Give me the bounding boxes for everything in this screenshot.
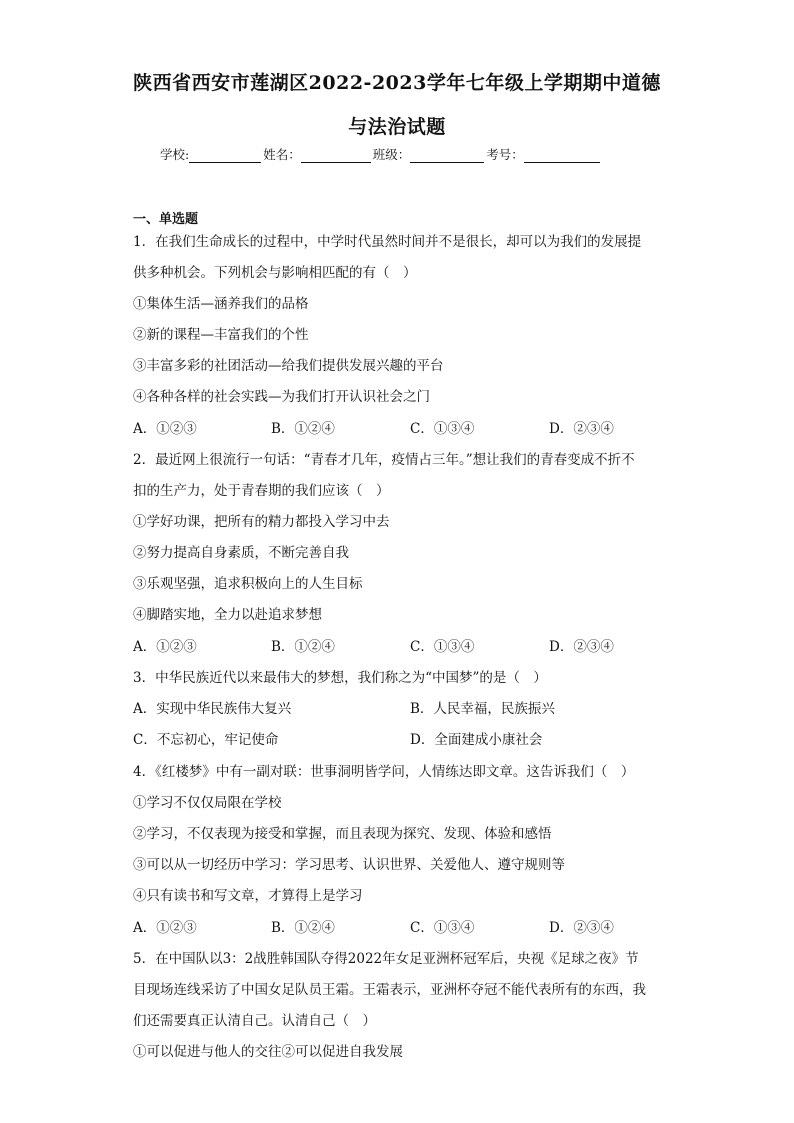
q1-statement-4: ④各种各样的社会实践—为我们打开认识社会之门 [133,389,430,405]
q4-option-a[interactable]: A．①②③ [133,920,197,936]
q2-stem-line1: 2．最近网上很流行一句话：“青春才几年，疫情占三年。”想让我们的青春变成不折不 [133,452,635,468]
school-blank[interactable] [189,149,261,163]
q3-option-d[interactable]: D．全面建成小康社会 [410,732,543,748]
q2-statement-3: ③乐观坚强，追求积极向上的人生目标 [133,576,363,592]
q5-stem-line1: 5．在中国队以3：2战胜韩国队夺得2022年女足亚洲杯冠军后，央视《足球之夜》节 [133,951,639,967]
school-label: 学校: [160,147,190,162]
q2-option-a[interactable]: A．①②③ [133,639,197,655]
q1-statement-3: ③丰富多彩的社团活动—给我们提供发展兴趣的平台 [133,358,444,374]
q3-stem: 3．中华民族近代以来最伟大的梦想，我们称之为“中国梦”的是（ ） [133,670,547,686]
q2-option-d[interactable]: D．②③④ [549,639,614,655]
section-heading: 一、单选题 [133,212,199,227]
q4-statement-4: ④只有读书和写文章，才算得上是学习 [133,888,363,904]
class-blank[interactable] [410,149,484,163]
q5-stem-line3: 们还需要真正认清自己。认清自己（ ） [133,1013,376,1029]
exam-title-line2: 与法治试题 [348,116,446,138]
q2-option-b[interactable]: B．①②④ [271,639,335,655]
q4-option-b[interactable]: B．①②④ [271,920,335,936]
q1-option-c[interactable]: C．①③④ [410,421,475,437]
q4-stem: 4．《红楼梦》中有一副对联：世事洞明皆学问，人情练达即文章。这告诉我们（ ） [133,764,635,780]
name-label: 姓名： [263,147,301,162]
q2-option-c[interactable]: C．①③④ [410,639,475,655]
q4-statement-1: ①学习不仅仅局限在学校 [133,795,282,811]
q3-option-a[interactable]: A．实现中华民族伟大复兴 [133,701,292,717]
student-info-row [160,145,640,163]
q2-statement-2: ②努力提高自身素质，不断完善自我 [133,545,349,561]
q4-statement-2: ②学习，不仅表现为接受和掌握，而且表现为探究、发现、体验和感悟 [133,826,552,842]
q2-stem-line2: 扣的生产力，处于青春期的我们应该（ ） [133,483,390,499]
q1-stem-line1: 1．在我们生命成长的过程中，中学时代虽然时间并不是很长，却可以为我们的发展提 [133,234,642,250]
name-blank[interactable] [301,149,371,163]
q4-option-d[interactable]: D．②③④ [549,920,614,936]
exam-no-blank[interactable] [524,149,600,163]
q5-stem-line2: 目现场连线采访了中国女足队员王霜。王霜表示，亚洲杯夺冠不能代表所有的东西，我 [133,982,646,998]
exam-no-label: 考号： [486,147,524,162]
class-label: 班级： [372,147,411,162]
q3-option-b[interactable]: B．人民幸福，民族振兴 [410,701,555,717]
q1-option-d[interactable]: D．②③④ [549,421,614,437]
q1-option-b[interactable]: B．①②④ [271,421,335,437]
q1-option-a[interactable]: A．①②③ [133,421,197,437]
q5-statement-1-2: ①可以促进与他人的交往②可以促进自我发展 [133,1044,403,1060]
q2-statement-1: ①学好功课，把所有的精力都投入学习中去 [133,514,390,530]
q1-stem-line2: 供多种机会。下列机会与影响相匹配的有（ ） [133,265,417,281]
q4-option-c[interactable]: C．①③④ [410,920,475,936]
q3-option-c[interactable]: C．不忘初心，牢记使命 [133,732,279,748]
exam-title-line1: 陕西省西安市莲湖区2022-2023学年七年级上学期期中道德 [133,72,661,94]
q1-statement-2: ②新的课程—丰富我们的个性 [133,327,309,343]
q4-statement-3: ③可以从一切经历中学习：学习思考、认识世界、关爱他人、遵守规则等 [133,857,565,873]
q2-statement-4: ④脚踏实地，全力以赴追求梦想 [133,607,322,623]
q1-statement-1: ①集体生活—涵养我们的品格 [133,296,309,312]
